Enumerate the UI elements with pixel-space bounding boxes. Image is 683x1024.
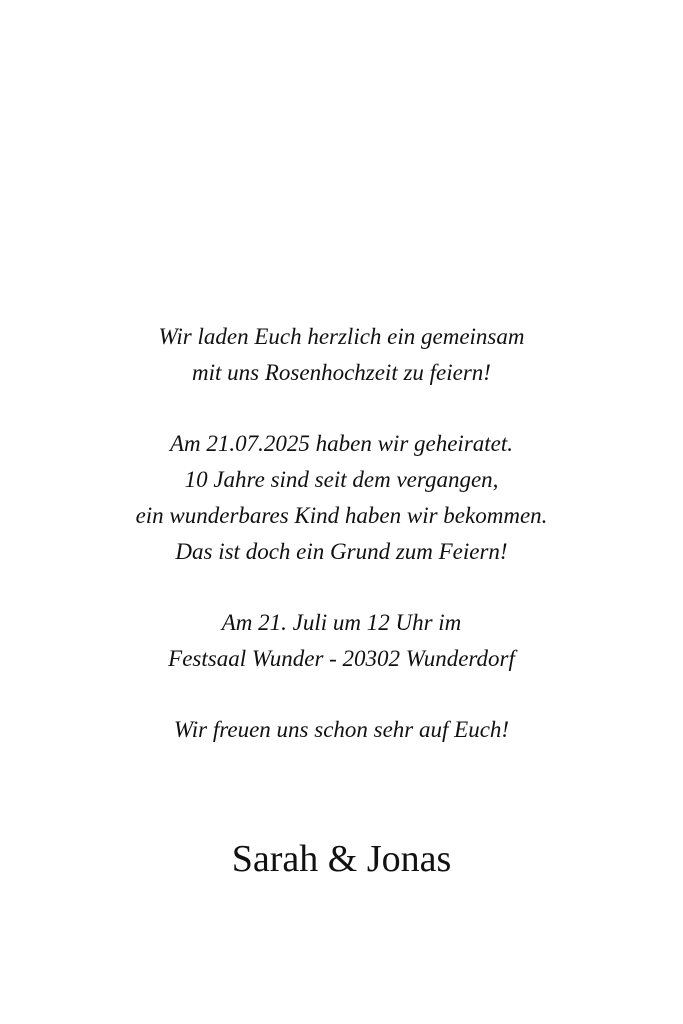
invitation-paragraph [0, 426, 683, 570]
invitation-line: Am 21. Juli um 12 Uhr im [221, 610, 462, 635]
invitation-text [0, 319, 683, 783]
invitation-paragraph [0, 319, 683, 391]
invitation-paragraph [0, 712, 683, 748]
invitation-line: Festsaal Wunder - 20302 Wunderdorf [168, 646, 515, 671]
invitation-line: 10 Jahre sind seit dem vergangen, [184, 467, 499, 492]
invitation-line: Wir freuen uns schon sehr auf Euch! [173, 717, 510, 742]
invitation-line: mit uns Rosenhochzeit zu feiern! [192, 360, 491, 385]
invitation-line: Wir laden Euch herzlich ein gemeinsam [158, 324, 525, 349]
couple-names: Sarah & Jonas [231, 838, 452, 880]
invitation-line: Das ist doch ein Grund zum Feiern! [175, 539, 508, 564]
invitation-paragraph [0, 605, 683, 677]
invitation-line: ein wunderbares Kind haben wir bekommen. [135, 503, 548, 528]
invitation-line: Am 21.07.2025 haben wir geheiratet. [169, 431, 514, 456]
